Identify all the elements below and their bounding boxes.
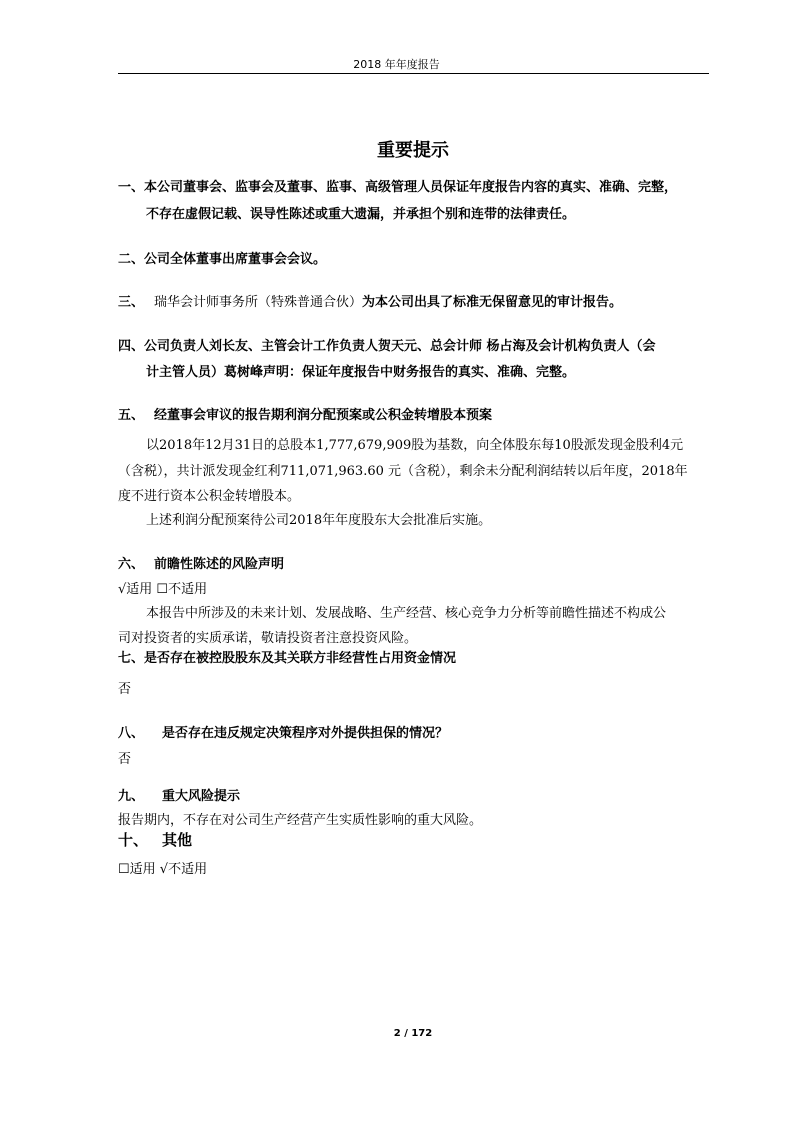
section-9-heading	[118, 788, 240, 806]
risk-statement-line-2: 司对投资者的实质承诺，敬请投资者注意投资风险。	[118, 631, 418, 646]
page-header: 2018 年年度报告	[353, 58, 440, 71]
section-9-text: 报告期内，不存在对公司生产经营产生实质性影响的重大风险。	[118, 813, 483, 828]
section-9-title: 重大风险提示	[162, 789, 241, 804]
section-4-line-2: 计主管人员）葛树峰声明：保证年度报告中财务报告的真实、准确、完整。	[146, 365, 576, 380]
profit-plan-approval: 上述利润分配预案待公司2018年年度股东大会批准后实施。	[146, 513, 492, 528]
risk-statement-line-1: 本报告中所涉及的未来计划、发展战略、生产经营、核心竞争力分析等前瞻性描述不构成公	[146, 606, 667, 621]
section-3-text: 为本公司出具了标准无保留意见的审计报告。	[362, 295, 623, 310]
section-6-number: 六、	[118, 557, 145, 572]
section-6-title: 前瞻性陈述的风险声明	[154, 557, 285, 572]
section-3	[118, 294, 622, 312]
section-8-title: 是否存在违反规定决策程序对外提供担保的情况？	[162, 726, 449, 741]
section-8-number: 八、	[118, 726, 145, 741]
section-7-answer: 否	[118, 682, 132, 697]
section-1-line-2: 不存在虚假记载、误导性陈述或重大遗漏，并承担个别和连带的法律责任。	[146, 207, 576, 222]
section-5-heading	[118, 407, 492, 425]
profit-plan-line-1: 以2018年12月31日的总股本1,777,679,909股为基数，向全体股东每10股派发现金股利4元	[146, 438, 684, 453]
section-2: 二、公司全体董事出席董事会会议。	[118, 252, 327, 267]
section-4-line-1: 四、公司负责人刘长友、主管会计工作负责人贺天元、总会计师 杨占海及会计机构负责人（会	[118, 339, 656, 354]
profit-plan-line-3: 度不进行资本公积金转增股本。	[118, 489, 301, 504]
section-8-answer: 否	[118, 752, 132, 767]
section-5-title: 经董事会审议的报告期利润分配预案或公积金转增股本预案	[154, 408, 493, 423]
section-7-heading: 七、是否存在被控股股东及其关联方非经营性占用资金情况	[118, 651, 457, 666]
section-6-options: √适用 ☐不适用	[118, 582, 208, 597]
section-10-number: 十、	[118, 831, 149, 849]
profit-plan-line-2: （含税），共计派发现金红利711,071,963.60 元（含税），剩余未分配利润结转以后年度，2018年	[118, 464, 688, 479]
section-9-number: 九、	[118, 789, 145, 804]
section-6-heading	[118, 556, 284, 574]
page-number: 2 / 172	[393, 1028, 433, 1039]
section-5-number: 五、	[118, 408, 145, 423]
section-3-number: 三、	[118, 295, 145, 310]
section-1-line-1: 一、本公司董事会、监事会及董事、监事、高级管理人员保证年度报告内容的真实、准确、完整，	[118, 180, 678, 195]
section-8-heading	[118, 725, 448, 743]
header-divider	[118, 73, 709, 74]
section-10-heading	[118, 831, 192, 849]
auditor-name: 瑞华会计师事务所（特殊普通合伙）	[154, 295, 363, 310]
page-title: 重要提示	[377, 140, 449, 161]
section-10-title: 其他	[162, 831, 193, 849]
section-10-options: ☐适用 √不适用	[118, 862, 208, 877]
